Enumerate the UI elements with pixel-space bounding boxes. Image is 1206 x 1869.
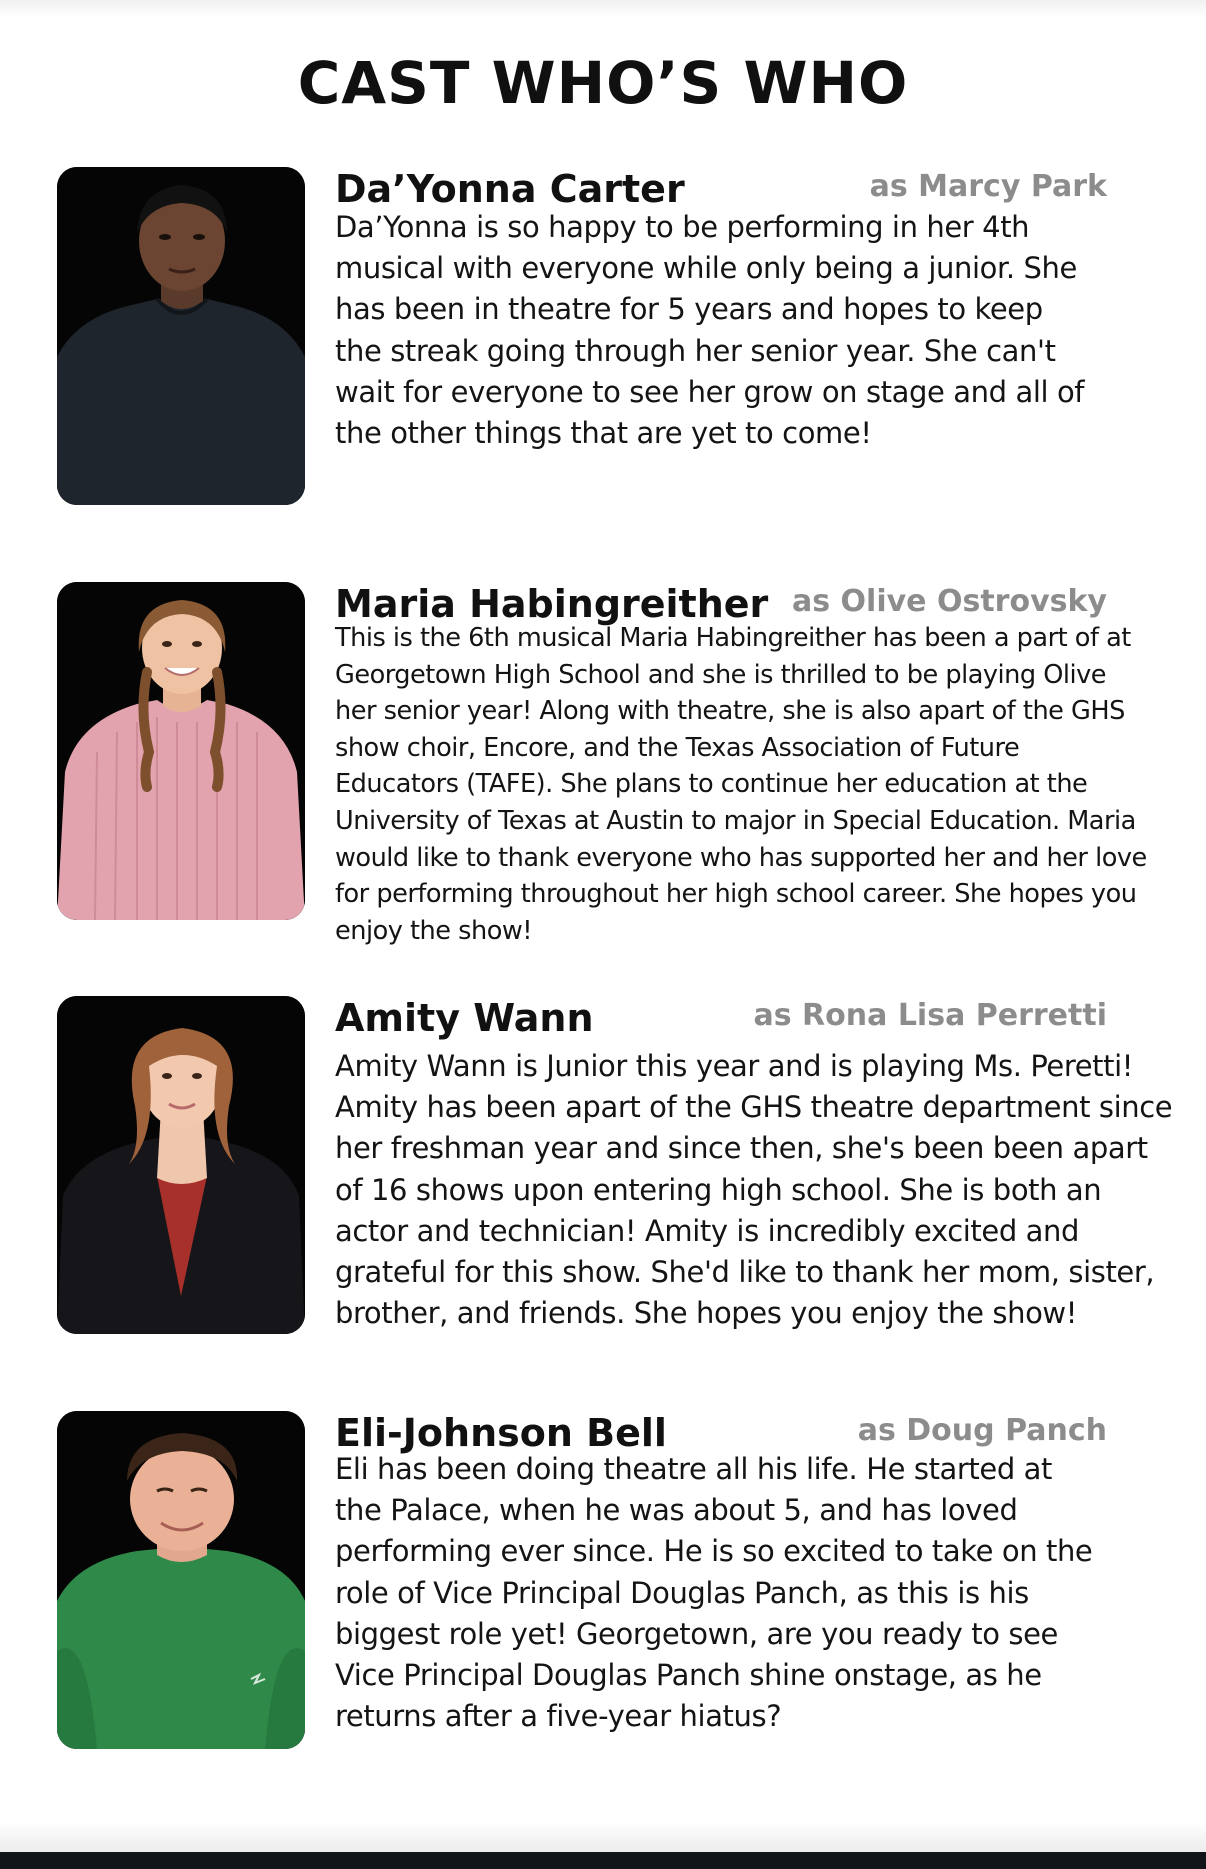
page-bottom-shadow	[0, 1822, 1206, 1852]
role-name: as Olive Ostrovsky	[792, 584, 1107, 619]
actor-name: Maria Habingreither	[335, 582, 769, 626]
actor-bio: Da’Yonna is so happy to be performing in her 4th musical with everyone while only being a junior. She has been in theatre for 5 years and hopes to keep the streak going through her senior year. She can't wait for everyone to see her grow on stage and all of the other things that are yet to come!	[335, 210, 1085, 451]
bottom-edge	[0, 1852, 1206, 1869]
top-edge	[0, 0, 1206, 18]
page-title: CAST WHO’S WHO	[297, 49, 909, 117]
headshot-photo	[57, 996, 305, 1334]
actor-name: Eli-Johnson Bell	[335, 1411, 667, 1455]
headshot-photo	[57, 582, 305, 920]
actor-bio: This is the 6th musical Maria Habingreither has been a part of at Georgetown High School and she is thrilled to be playing Olive her senior year! Along with theatre, she is also apart of the GHS show choir, Encore, and the Texas Association of Future Educators (TAFE). She plans to continue her education at the University of Texas at Austin to major in Special Education. Maria would like to thank everyone who has supported her and her love for performing throughout her high school career. She hopes you enjoy the show!	[335, 623, 1147, 946]
role-name: as Doug Panch	[857, 1413, 1107, 1448]
role-name: as Rona Lisa Perretti	[753, 998, 1107, 1033]
actor-name: Da’Yonna Carter	[335, 167, 685, 211]
headshot-photo	[57, 1411, 305, 1749]
role-name: as Marcy Park	[869, 169, 1107, 204]
actor-name: Amity Wann	[335, 996, 594, 1040]
headshot-photo	[57, 167, 305, 505]
actor-bio: Eli has been doing theatre all his life. He started at the Palace, when he was about 5, and has loved performing ever since. He is so excited to take on the role of Vice Principal Douglas Panch, as this is his biggest role yet! Georgetown, are you ready to see Vice Principal Douglas Panch shine onstage, as he returns after a five-year hiatus?	[335, 1452, 1093, 1734]
actor-bio: Amity Wann is Junior this year and is playing Ms. Peretti! Amity has been apart of the GHS theatre department since her freshman year and since then, she's been been apart of 16 shows upon entering high school. She is both an actor and technician! Amity is incredibly excited and grateful for this show. She'd like to thank her mom, sister, brother, and friends. She hopes you enjoy the show!	[335, 1049, 1173, 1331]
